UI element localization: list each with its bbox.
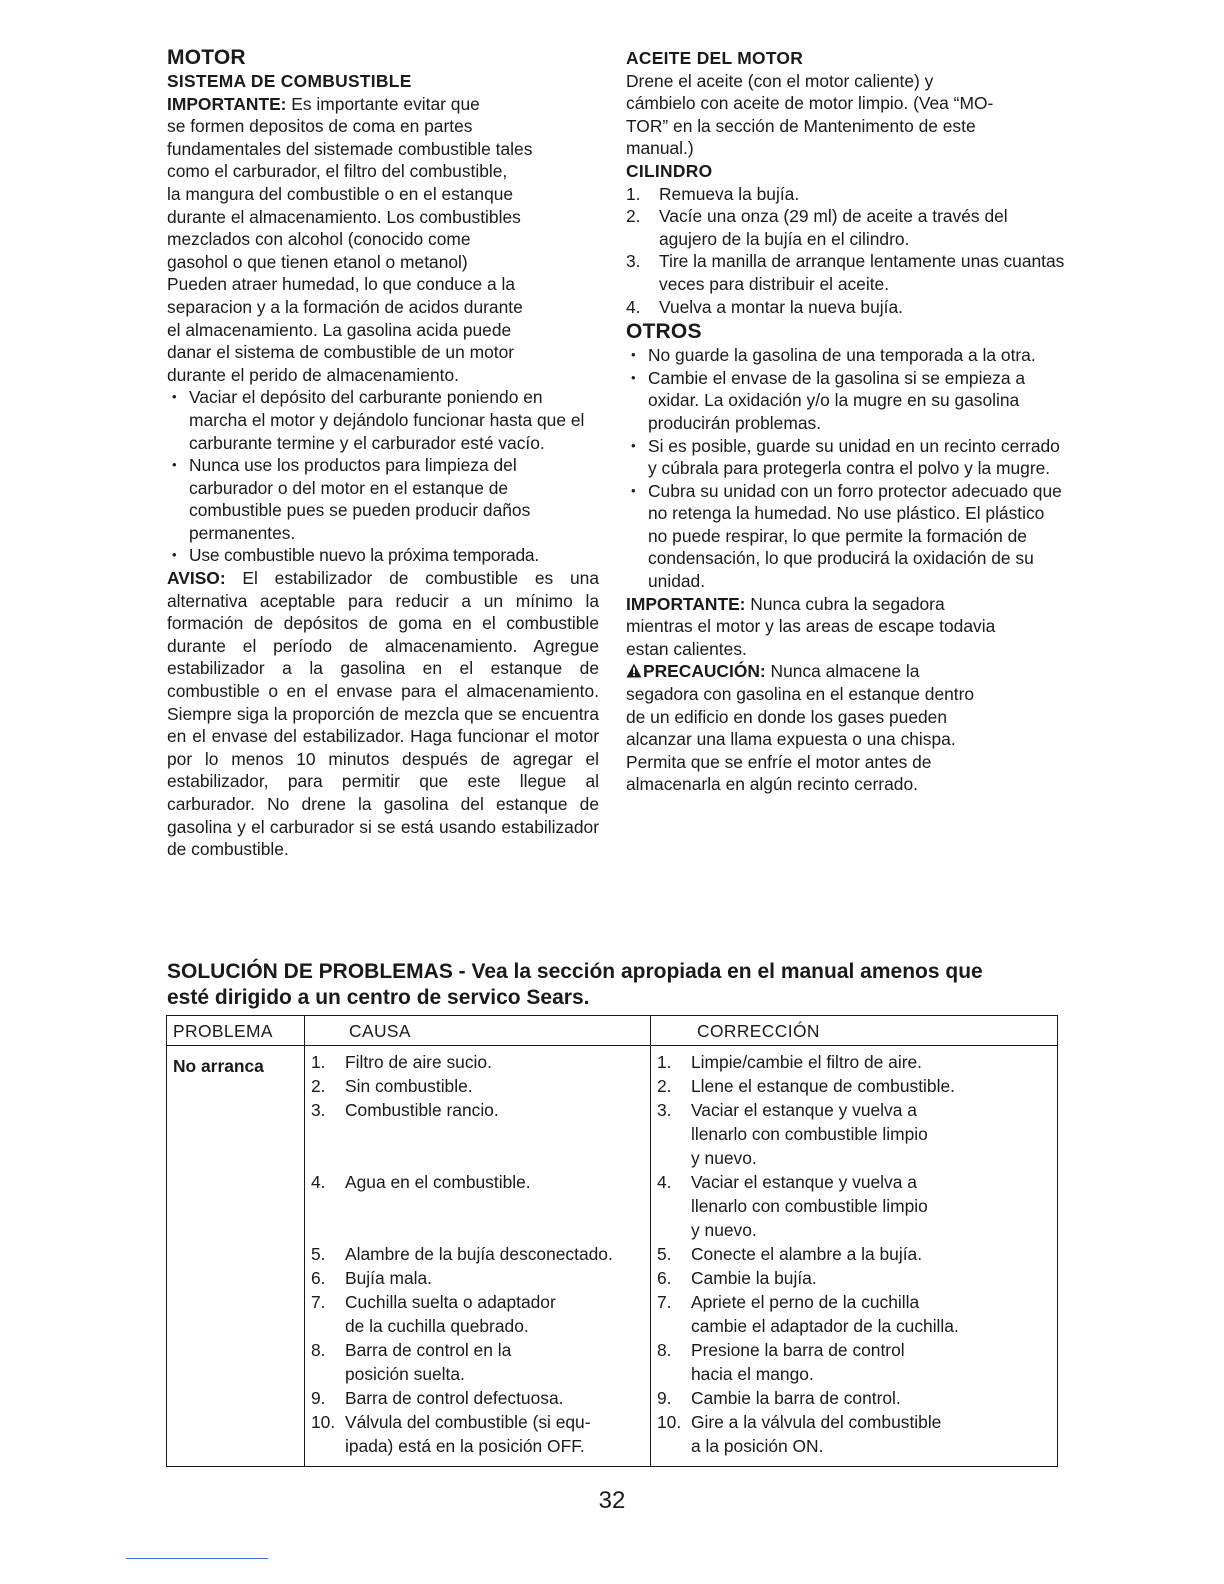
header-causa: CAUSA	[305, 1016, 651, 1046]
item-text: Gire a la válvula del combustible	[691, 1412, 942, 1432]
item-number: 2.	[657, 1076, 672, 1096]
list-item: • Nunca use los productos para limpieza del carburador o del motor en el estanque de combustible pues se pueden producir daños permanentes.	[167, 454, 599, 544]
item-text: Limpie/cambie el filtro de aire.	[691, 1052, 923, 1072]
item-text: Cuchilla suelta o adaptador	[345, 1292, 556, 1312]
caution-label: PRECAUCIÓN:	[643, 661, 766, 682]
list-item	[657, 1170, 1051, 1242]
item-text: de la cuchilla quebrado.	[345, 1316, 529, 1336]
item-number: 5.	[657, 1244, 672, 1264]
fuel-system-heading: SISTEMA DE COMBUSTIBLE	[167, 71, 412, 91]
list-item: • Vaciar el depósito del carburante poniendo en marcha el motor y dejándolo funcionar hasta que el carburante termine y el carburador esté vacío.	[167, 386, 599, 454]
list-item	[311, 1170, 644, 1194]
item-number: 9.	[311, 1388, 326, 1408]
item-text: Alambre de la bujía desconectado.	[345, 1244, 613, 1264]
item-number: 6.	[657, 1268, 672, 1288]
troubleshooting-table	[166, 1015, 1058, 1467]
item-text: Barra de control en la	[345, 1340, 512, 1360]
caution-paragraph: PRECAUCIÓN: Nunca almacene la segadora con gasolina en el estanque dentro de un edificio en donde los gases pueden alcanzar una llama expuesta o una chispa. Permita que se enfríe el motor antes de almacenarla en algún recinto cerrado.	[626, 661, 975, 795]
item-text: Apriete el perno de la cuchilla	[691, 1292, 920, 1312]
item-number: 5.	[311, 1244, 326, 1264]
item-number: 7.	[657, 1292, 672, 1312]
fuel-important-paragraph: IMPORTANTE: Es importante evitar que se formen depositos de coma en partes fundamentales del sistemade combustible tales como el carburador, el filtro del combustible, la mangura del combustible o en el estanque durante el almacenamiento. Los combustibles mezclados con alcohol (conocido come gasohol o que tienen etanol o metanol) Pueden atraer humedad, lo que conduce a la separacion y a la formación de acidos durante el almacenamiento. La gasolina acida puede danar el sistema de combustible de un motor durante el perido de almacenamiento.	[167, 93, 533, 385]
item-number: 10.	[311, 1412, 336, 1432]
list-item	[657, 1410, 1051, 1458]
item-text: Conecte el alambre a la bujía.	[691, 1244, 923, 1264]
item-number: 1.	[311, 1052, 326, 1072]
item-text: cambie el adaptador de la cuchilla.	[691, 1316, 959, 1336]
item-text: Bujía mala.	[345, 1268, 432, 1288]
item-text: hacia el mango.	[691, 1364, 814, 1384]
footer-rule	[126, 1558, 268, 1559]
list-item: • Cubra su unidad con un forro protector adecuado que no retenga la humedad. No use plástico. El plástico no puede respirar, lo que permite la formación de condensación, lo que producirá la oxidación de su unidad.	[626, 480, 1066, 593]
spacer	[311, 1146, 644, 1170]
header-correccion: CORRECCIÓN	[651, 1016, 1058, 1046]
list-item: • Use combustible nuevo la próxima temporada.	[167, 544, 599, 567]
spacer	[311, 1122, 644, 1146]
cylinder-steps	[626, 183, 1066, 319]
item-text: Válvula del combustible (si equ-	[345, 1412, 591, 1432]
list-item: • No guarde la gasolina de una temporada a la otra.	[626, 344, 1066, 367]
item-text: Filtro de aire sucio.	[345, 1052, 492, 1072]
item-number: 10.	[657, 1412, 682, 1432]
item-number: 4.	[657, 1172, 672, 1192]
item-text: Barra de control defectuosa.	[345, 1388, 564, 1408]
item-text: Llene el estanque de combustible.	[691, 1076, 955, 1096]
item-number: 6.	[311, 1268, 326, 1288]
warning-icon	[626, 663, 642, 678]
item-text: posición suelta.	[345, 1364, 465, 1384]
list-item	[311, 1050, 644, 1074]
aviso-paragraph: AVISO: El estabilizador de combustible es una alternativa aceptable para reducir a un mínimo la formación de depósitos de goma en el combustible durante el período de almacenamiento. Agregue estabilizador a la gasolina en el estanque de combustible o en el envase para el almacenamiento. Siempre siga la proporción de mezcla que se encuentra en el envase del estabilizador. Haga funcionar el motor por lo menos 10 minutos después de agregar el estabilizador, para permitir que este llegue al carburador. No drene la gasolina del estanque de gasolina y el carburador si se está usando estabilizador de combustible.	[167, 568, 599, 860]
otros-bullet-list	[626, 344, 1066, 593]
item-text: Vaciar el estanque y vuelva a	[691, 1172, 917, 1192]
list-item	[657, 1338, 1051, 1386]
item-text: Cambie la barra de control.	[691, 1388, 901, 1408]
item-number: 4.	[311, 1172, 326, 1192]
important-label: IMPORTANTE:	[167, 93, 287, 114]
troubleshooting-title: SOLUCIÓN DE PROBLEMAS - Vea la sección apropiada en el manual amenos que esté dirigido a un centro de servico Sears.	[167, 960, 983, 1009]
table-row	[167, 1046, 1058, 1467]
item-text: ipada) está en la posición OFF.	[345, 1436, 585, 1456]
aviso-label: AVISO:	[167, 568, 226, 589]
storage-important-paragraph: IMPORTANTE: Nunca cubra la segadora mientras el motor y las areas de escape todavia estan calientes.	[626, 593, 996, 659]
engine-oil-heading: ACEITE DEL MOTOR	[626, 48, 804, 68]
item-text: llenarlo con combustible limpio	[691, 1196, 928, 1216]
list-item	[311, 1386, 644, 1410]
list-item	[311, 1290, 644, 1338]
list-item	[657, 1050, 1051, 1074]
item-text: Combustible rancio.	[345, 1100, 499, 1120]
item-text: Agua en el combustible.	[345, 1172, 531, 1192]
item-number: 9.	[657, 1388, 672, 1408]
list-item	[311, 1074, 644, 1098]
important-label: IMPORTANTE:	[626, 593, 746, 614]
item-text: y nuevo.	[691, 1220, 757, 1240]
item-text: llenarlo con combustible limpio	[691, 1124, 928, 1144]
item-text: a la posición ON.	[691, 1436, 824, 1456]
list-item	[657, 1290, 1051, 1338]
list-item	[657, 1074, 1051, 1098]
item-text: Cambie la bujía.	[691, 1268, 817, 1288]
list-item	[311, 1266, 644, 1290]
spacer	[311, 1194, 644, 1218]
page-number: 32	[598, 1487, 626, 1514]
item-number: 8.	[657, 1340, 672, 1360]
list-item	[657, 1386, 1051, 1410]
item-number: 2.	[311, 1076, 326, 1096]
spacer	[311, 1218, 644, 1242]
item-number: 3.	[311, 1100, 326, 1120]
item-text: y nuevo.	[691, 1148, 757, 1168]
list-item	[311, 1338, 644, 1386]
cylinder-heading: CILINDRO	[626, 160, 713, 181]
fuel-bullet-list	[167, 386, 599, 567]
problem-cell: No arranca	[167, 1046, 305, 1467]
item-text: Vaciar el estanque y vuelva a	[691, 1100, 917, 1120]
list-item: 2. Vacíe una onza (29 ml) de aceite a través del agujero de la bujía en el cilindro.	[626, 206, 1008, 249]
list-item	[657, 1098, 1051, 1170]
causes-cell	[305, 1046, 651, 1467]
item-number: 7.	[311, 1292, 326, 1312]
list-item	[311, 1410, 644, 1458]
motor-heading: MOTOR	[167, 46, 246, 69]
item-text: Sin combustible.	[345, 1076, 473, 1096]
list-item	[311, 1242, 644, 1266]
item-text: Presione la barra de control	[691, 1340, 905, 1360]
list-item: 3. Tire la manilla de arranque lentamente unas cuantas veces para distribuir el aceite.	[626, 251, 1065, 294]
list-item: • Si es posible, guarde su unidad en un recinto cerrado y cúbrala para protegerla contra el polvo y la mugre.	[626, 435, 1066, 480]
right-column	[626, 46, 1066, 796]
list-item	[657, 1242, 1051, 1266]
item-number: 1.	[657, 1052, 672, 1072]
engine-oil-paragraph: Drene el aceite (con el motor caliente) y cámbielo con aceite de motor limpio. (Vea “MO- TOR” en la sección de Mantenimento de este manual.)	[626, 70, 994, 159]
list-item	[311, 1098, 644, 1122]
table-header-row	[167, 1016, 1058, 1046]
list-item: • Cambie el envase de la gasolina si se empieza a oxidar. La oxidación y/o la mugre en su gasolina producirán problemas.	[626, 367, 1066, 435]
item-number: 8.	[311, 1340, 326, 1360]
otros-heading: OTROS	[626, 320, 702, 344]
item-number: 3.	[657, 1100, 672, 1120]
left-column	[167, 46, 599, 861]
header-problema: PROBLEMA	[167, 1016, 305, 1046]
corrections-cell	[651, 1046, 1058, 1467]
list-item: 1. Remueva la bujía.	[626, 183, 800, 204]
list-item: 4. Vuelva a montar la nueva bujía.	[626, 296, 903, 317]
list-item	[657, 1266, 1051, 1290]
